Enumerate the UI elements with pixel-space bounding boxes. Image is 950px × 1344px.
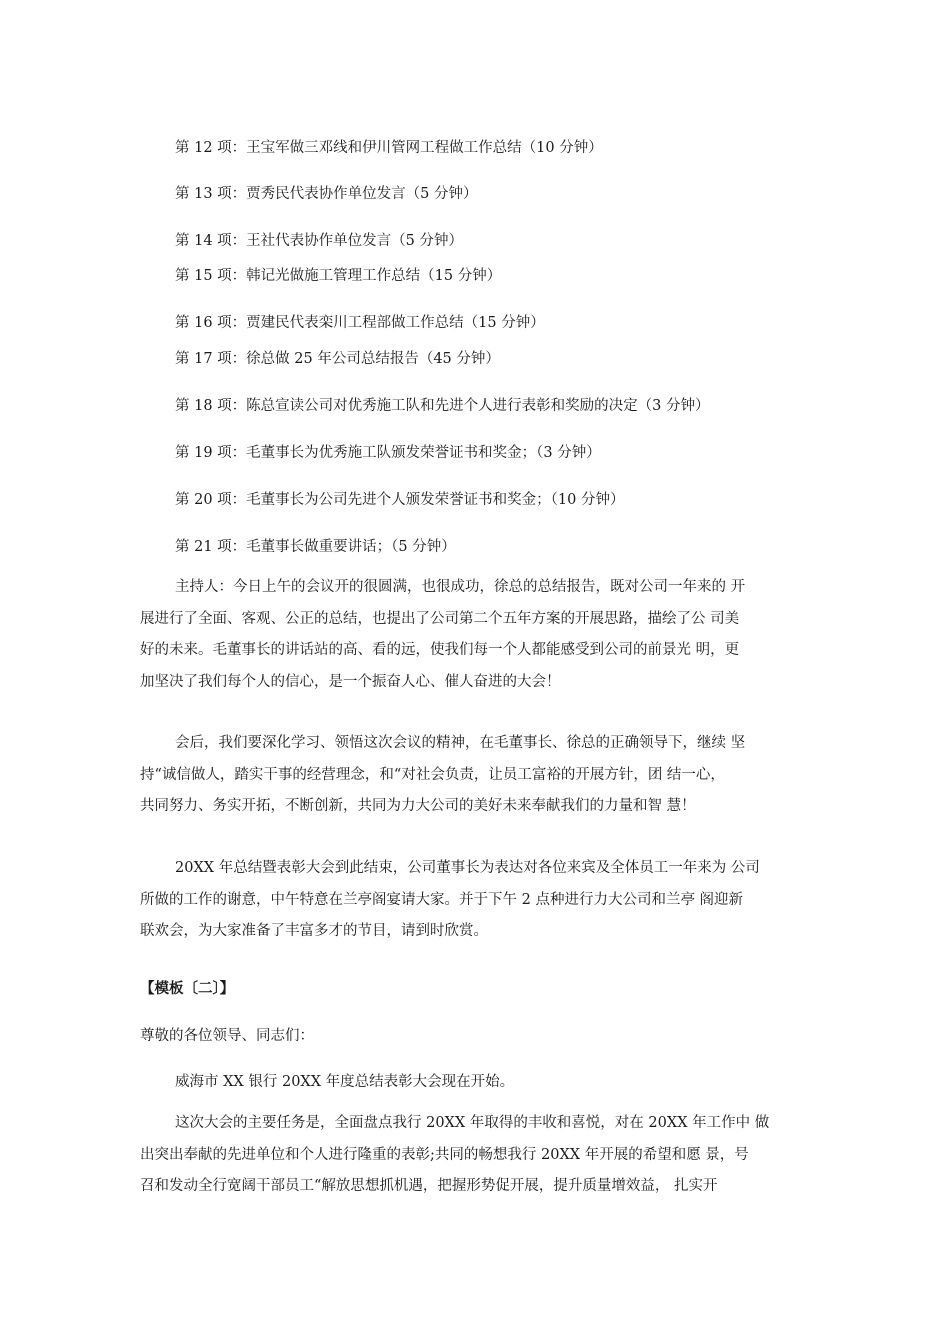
paragraph-line: 出突出奉献的先进单位和个人进行隆重的表彰;共同的畅想我行 20XX 年开展的希望和愿 景，号 [140, 1146, 749, 1163]
paragraph-line: 会后，我们要深化学习、领悟这次会议的精神，在毛董事长、徐总的正确领导下，继续 坚 [175, 735, 746, 751]
main-task-paragraph [140, 1108, 810, 1203]
agenda-item-18: 第 18 项：陈总宣读公司对优秀施工队和先进个人进行表彰和奖励的决定（3 分钟） [175, 398, 710, 414]
agenda-item-21: 第 21 项：毛董事长做重要讲话；（5 分钟） [175, 539, 456, 555]
paragraph-line: 所做的工作的谢意，中午特意在兰亭阁宴请大家。并于下午 2 点种进行力大公司和兰亭 阁迎新 [140, 891, 744, 908]
paragraph-line: 共同努力、务实开拓，不断创新，共同为力大公司的美好未来奉献我们的力量和智 慧！ [140, 798, 696, 814]
template-heading: 【模板〔二〕】 [140, 980, 235, 997]
paragraph-line: 好的未来。毛董事长的讲话站的高、看的远，使我们每一个人都能感受到公司的前景光 明，更 [140, 642, 740, 658]
host-remarks-paragraph [140, 572, 810, 698]
agenda-item-19: 第 19 项：毛董事长为优秀施工队颁发荣誉证书和奖金；（3 分钟） [175, 445, 601, 461]
agenda-item-16: 第 16 项：贾建民代表栾川工程部做工作总结（15 分钟） [175, 315, 545, 331]
closing-paragraph [140, 853, 810, 948]
agenda-item-15: 第 15 项：韩记光做施工管理工作总结（15 分钟） [175, 268, 502, 284]
opening-line: 威海市 XX 银行 20XX 年度总结表彰大会现在开始。 [175, 1074, 515, 1090]
agenda-item-20: 第 20 项：毛董事长为公司先进个人颁发荣誉证书和奖金；（10 分钟） [175, 492, 625, 508]
paragraph-line: 联欢会，为大家准备了丰富多才的节目，请到时欣赏。 [140, 923, 488, 939]
paragraph-line: 这次大会的主要任务是，全面盘点我行 20XX 年取得的丰收和喜悦，对在 20XX 年工作中 做 [175, 1115, 770, 1131]
agenda-item-13: 第 13 项：贾秀民代表协作单位发言（5 分钟） [175, 186, 478, 202]
paragraph-line: 加坚决了我们每个人的信心，是一个振奋人心、催人奋进的大会！ [140, 673, 561, 690]
greeting-line: 尊敬的各位领导、同志们： [140, 1028, 314, 1044]
paragraph-line: 20XX 年总结暨表彰大会到此结束，公司董事长为表达对各位来宾及全体员工一年来为 公司 [175, 860, 760, 876]
agenda-item-12: 第 12 项：王宝军做三邓线和伊川管网工程做工作总结（10 分钟） [175, 140, 603, 156]
paragraph-line: 召和发动全行宽阔干部员工“解放思想抓机遇，把握形势促开展，提升质量增效益， 扎实开 [140, 1178, 718, 1194]
agenda-item-17: 第 17 项：徐总做 25 年公司总结报告（45 分钟） [175, 351, 500, 367]
agenda-item-14: 第 14 项：王社代表协作单位发言（5 分钟） [175, 233, 464, 249]
paragraph-line: 持“诚信做人，踏实干事的经营理念，和“对社会负责，让员工富裕的开展方针，团 结一心， [140, 766, 725, 783]
paragraph-line: 主持人：今日上午的会议开的很圆满，也很成功，徐总的总结报告，既对公司一年来的 开 [175, 579, 746, 595]
paragraph-line: 展进行了全面、客观、公正的总结，也提出了公司第二个五年方案的开展思路，描绘了公 司美 [140, 610, 740, 627]
after-meeting-paragraph [140, 728, 810, 823]
